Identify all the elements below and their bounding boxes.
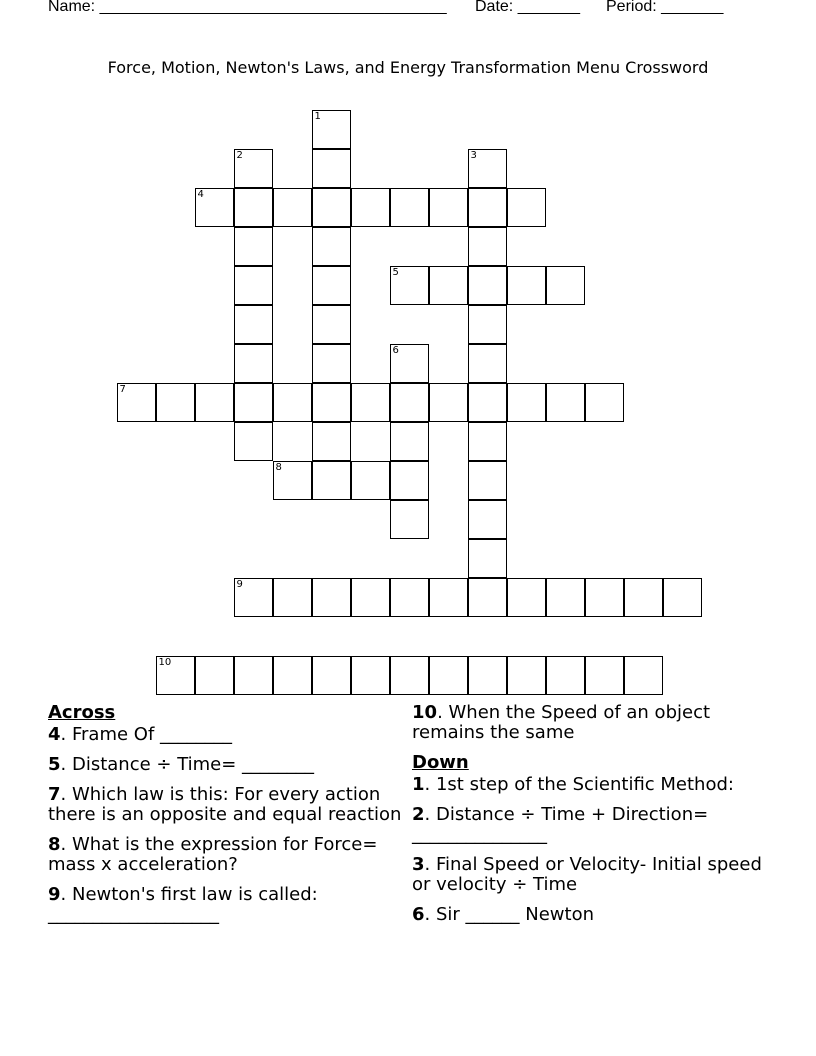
page-title: Force, Motion, Newton's Laws, and Energy Transformation Menu Crossword: [107, 58, 709, 77]
grid-cell[interactable]: [624, 578, 663, 617]
grid-cell[interactable]: [585, 578, 624, 617]
grid-cell[interactable]: [390, 656, 429, 695]
grid-cell[interactable]: [234, 149, 273, 188]
grid-cell[interactable]: [312, 110, 351, 149]
clue-down-6: 6. Sir ______ Newton: [412, 904, 594, 925]
grid-cell[interactable]: [195, 383, 234, 422]
clue-down-1: 1. 1st step of the Scientific Method:: [412, 774, 734, 795]
grid-cell[interactable]: [468, 227, 507, 266]
grid-cell[interactable]: [156, 383, 195, 422]
grid-cell[interactable]: [234, 383, 273, 422]
grid-cell[interactable]: [546, 266, 585, 305]
grid-cell[interactable]: [429, 656, 468, 695]
grid-cell[interactable]: [234, 422, 273, 461]
grid-cell[interactable]: [546, 383, 585, 422]
grid-cell[interactable]: [117, 383, 156, 422]
grid-cell[interactable]: [468, 188, 507, 227]
grid-cell[interactable]: [390, 188, 429, 227]
grid-cell[interactable]: [429, 578, 468, 617]
clue-across-7: 7. Which law is this: For every action there is an opposite and equal reaction: [48, 784, 402, 825]
grid-cell[interactable]: [468, 305, 507, 344]
grid-cell[interactable]: [429, 266, 468, 305]
grid-cell[interactable]: [468, 422, 507, 461]
grid-cell[interactable]: [312, 344, 351, 383]
grid-cell[interactable]: [351, 578, 390, 617]
grid-cell[interactable]: [312, 305, 351, 344]
cell-number: 9: [236, 578, 243, 590]
grid-cell[interactable]: [390, 578, 429, 617]
clue-across-5: 5. Distance ÷ Time= ________: [48, 754, 315, 775]
grid-cell[interactable]: [234, 344, 273, 383]
grid-cell[interactable]: [234, 266, 273, 305]
grid-cell[interactable]: [429, 383, 468, 422]
grid-cell[interactable]: [234, 656, 273, 695]
clue-across-8: 8. What is the expression for Force= mass x acceleration?: [48, 834, 378, 875]
grid-cell[interactable]: [468, 461, 507, 500]
grid-cell[interactable]: [390, 422, 429, 461]
grid-cell[interactable]: [312, 461, 351, 500]
clue-down-2: 2. Distance ÷ Time + Direction= _______________: [412, 804, 709, 845]
across-heading: Across: [48, 702, 116, 723]
grid-cell[interactable]: [312, 149, 351, 188]
grid-cell[interactable]: [234, 578, 273, 617]
clue-across-10: 10. When the Speed of an object remains the same: [412, 702, 711, 743]
name-field[interactable]: Name: _______________________________________: [48, 0, 447, 15]
cell-number: 7: [119, 383, 126, 395]
grid-cell[interactable]: [312, 656, 351, 695]
grid-cell[interactable]: [585, 656, 624, 695]
grid-cell[interactable]: [312, 188, 351, 227]
grid-cell[interactable]: [390, 383, 429, 422]
grid-cell[interactable]: [468, 149, 507, 188]
grid-cell[interactable]: [273, 656, 312, 695]
grid-cell[interactable]: [312, 227, 351, 266]
grid-cell[interactable]: [312, 383, 351, 422]
cell-number: 6: [392, 344, 399, 356]
grid-cell[interactable]: [234, 227, 273, 266]
grid-cell[interactable]: [507, 188, 546, 227]
cell-number: 2: [236, 149, 243, 161]
grid-cell[interactable]: [468, 500, 507, 539]
grid-cell[interactable]: [468, 266, 507, 305]
grid-cell[interactable]: [312, 266, 351, 305]
grid-cell[interactable]: [390, 266, 429, 305]
grid-cell[interactable]: [390, 500, 429, 539]
grid-cell[interactable]: [195, 188, 234, 227]
grid-cell[interactable]: [390, 344, 429, 383]
grid-cell[interactable]: [312, 422, 351, 461]
clue-down-3: 3. Final Speed or Velocity- Initial speed or velocity ÷ Time: [412, 854, 762, 895]
grid-cell[interactable]: [234, 305, 273, 344]
grid-cell[interactable]: [390, 461, 429, 500]
grid-cell[interactable]: [273, 578, 312, 617]
grid-cell[interactable]: [273, 461, 312, 500]
across-clues: [48, 703, 403, 935]
grid-cell[interactable]: [624, 656, 663, 695]
grid-cell[interactable]: [585, 383, 624, 422]
grid-cell[interactable]: [156, 656, 195, 695]
cell-number: 3: [470, 149, 477, 161]
grid-cell[interactable]: [507, 578, 546, 617]
grid-cell[interactable]: [468, 539, 507, 578]
grid-cell[interactable]: [507, 656, 546, 695]
cell-number: 4: [197, 188, 204, 200]
grid-cell[interactable]: [351, 188, 390, 227]
grid-cell[interactable]: [312, 578, 351, 617]
clue-across-9: 9. Newton's first law is called: ___________________: [48, 884, 318, 925]
grid-cell[interactable]: [234, 188, 273, 227]
grid-cell[interactable]: [273, 188, 312, 227]
right-clues: [412, 703, 772, 935]
grid-cell[interactable]: [351, 656, 390, 695]
date-field[interactable]: Date: _______: [475, 0, 580, 15]
grid-cell[interactable]: [507, 383, 546, 422]
grid-cell[interactable]: [468, 383, 507, 422]
grid-cell[interactable]: [273, 383, 312, 422]
cell-number: 10: [158, 656, 172, 668]
grid-cell[interactable]: [429, 188, 468, 227]
clue-across-4: 4. Frame Of ________: [48, 724, 233, 745]
grid-cell[interactable]: [468, 344, 507, 383]
cell-number: 5: [392, 266, 399, 278]
grid-cell[interactable]: [546, 578, 585, 617]
grid-cell[interactable]: [546, 656, 585, 695]
grid-cell[interactable]: [351, 383, 390, 422]
grid-cell[interactable]: [195, 656, 234, 695]
cell-number: 1: [314, 110, 321, 122]
grid-cell[interactable]: [663, 578, 702, 617]
grid-cell[interactable]: [468, 656, 507, 695]
grid-cell[interactable]: [351, 461, 390, 500]
cell-number: 8: [275, 461, 282, 473]
grid-cell[interactable]: [468, 578, 507, 617]
grid-cell[interactable]: [507, 266, 546, 305]
down-heading: Down: [412, 752, 469, 773]
period-field[interactable]: Period: _______: [606, 0, 724, 15]
